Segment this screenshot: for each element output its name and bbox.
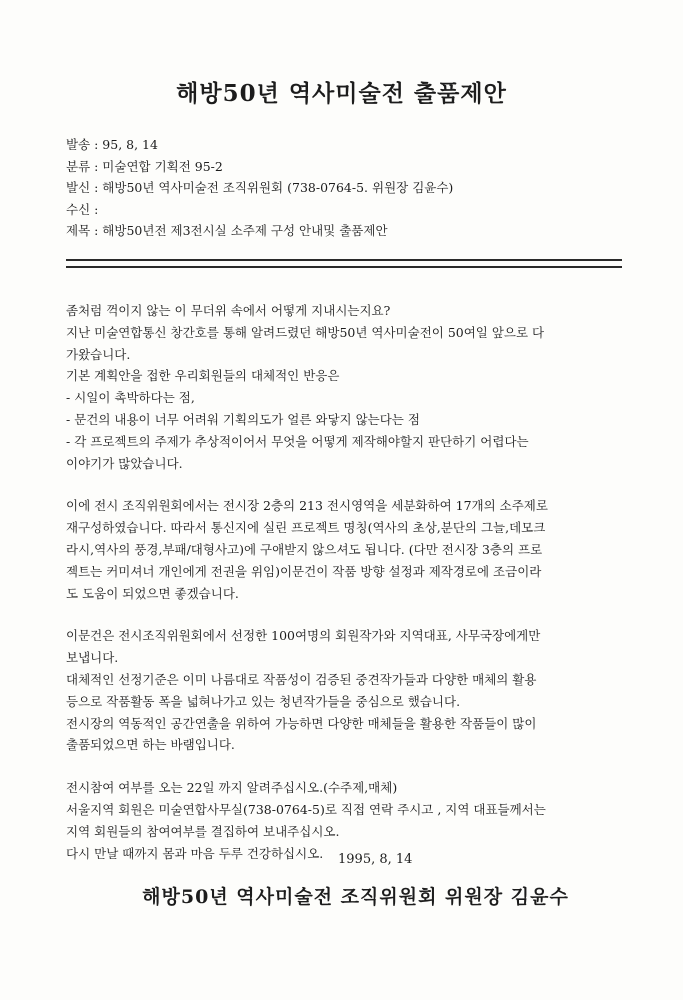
- letter-signature: 해방50년 역사미술전 조직위원회 위원장 김윤수: [142, 886, 569, 908]
- document-title: 해방50년 역사미술전 출품제안: [176, 80, 507, 107]
- body-line: 가왔습니다.: [66, 346, 131, 362]
- body-line: - 시일이 촉박하다는 점,: [66, 390, 195, 406]
- letter-body: [66, 300, 624, 864]
- body-line: 도 도움이 되었으면 좋겠습니다.: [66, 585, 239, 601]
- body-line: 등으로 작품활동 폭을 넓혀나가고 있는 청년작가들을 중심으로 했습니다.: [66, 693, 461, 709]
- body-line: 다시 만날 때까지 몸과 마음 두루 건강하십시오.: [66, 845, 324, 861]
- body-line: 젝트는 커미셔너 개인에게 전권을 위임)이문건이 작품 방향 설정과 제작경로에 조금이라: [66, 563, 542, 579]
- header-send-date: 발송 : 95, 8, 14: [66, 137, 158, 152]
- body-line: 라시,역사의 풍경,부패/대형사고)에 구애받지 않으셔도 됩니다. (다만 전시장 3층의 프로: [66, 541, 543, 557]
- body-line: 기본 계획안을 접한 우리회원들의 대체적인 반응은: [66, 368, 340, 384]
- body-line: 재구성하였습니다. 따라서 통신지에 실린 프로젝트 명칭(역사의 초상,분단의 그늘,데모크: [66, 520, 546, 536]
- body-line: 지난 미술연합통신 창간호를 통해 알려드렸던 해방50년 역사미술전이 50여일 앞으로 다: [66, 324, 545, 340]
- letter-date: 1995, 8, 14: [338, 852, 413, 867]
- body-line: 이에 전시 조직위원회에서는 전시장 2층의 213 전시영역을 세분화하여 17개의 소주제로: [66, 498, 548, 514]
- body-line: 서울지역 회원은 미술연합사무실(738-0764-5)로 직접 연락 주시고 , 지역 대표들께서는: [66, 801, 546, 817]
- header-sender: 발신 : 해방50년 역사미술전 조직위원회 (738-0764-5. 위원장 김윤수): [66, 180, 454, 195]
- paragraph-selection: [66, 625, 624, 756]
- body-line: 보냅니다.: [66, 650, 119, 666]
- paragraph-restructure: [66, 495, 624, 604]
- body-line: 좀처럼 꺽이지 않는 이 무더위 속에서 어떻게 지내시는지요?: [66, 303, 391, 318]
- paragraph-greeting: [66, 300, 624, 474]
- header-divider: [66, 259, 622, 268]
- header-recipient: 수신 :: [66, 201, 99, 217]
- header-category: 분류 : 미술연합 기획전 95-2: [66, 158, 223, 174]
- body-line: - 문건의 내용이 너무 어려워 기획의도가 얼른 와닿지 않는다는 점: [66, 411, 420, 427]
- body-line: 전시참여 여부를 오는 22일 까지 알려주십시오.(수주제,매체): [66, 780, 398, 796]
- body-line: 대체적인 선정기준은 이미 나름대로 작품성이 검증된 중견작가들과 다양한 매체의 활용: [66, 671, 537, 687]
- body-line: - 각 프로젝트의 주제가 추상적이어서 무엇을 어떻게 제작해야할지 판단하기 어렵다는: [66, 433, 529, 449]
- body-line: 이문건은 전시조직위원회에서 선정한 100여명의 회원작가와 지역대표, 사무국장에게만: [66, 628, 541, 644]
- body-line: 전시장의 역동적인 공간연출을 위하여 가능하면 다양한 매체들을 활용한 작품들이 많이: [66, 715, 537, 731]
- header-subject: 제목 : 해방50년전 제3전시실 소주제 구성 안내및 출품제안: [66, 223, 388, 238]
- body-line: 출품되었으면 하는 바램입니다.: [66, 737, 235, 753]
- body-line: 지역 회원들의 참여여부를 결집하여 보내주십시오.: [66, 823, 340, 839]
- memo-header: [66, 134, 626, 242]
- body-line: 이야기가 많았습니다.: [66, 455, 183, 471]
